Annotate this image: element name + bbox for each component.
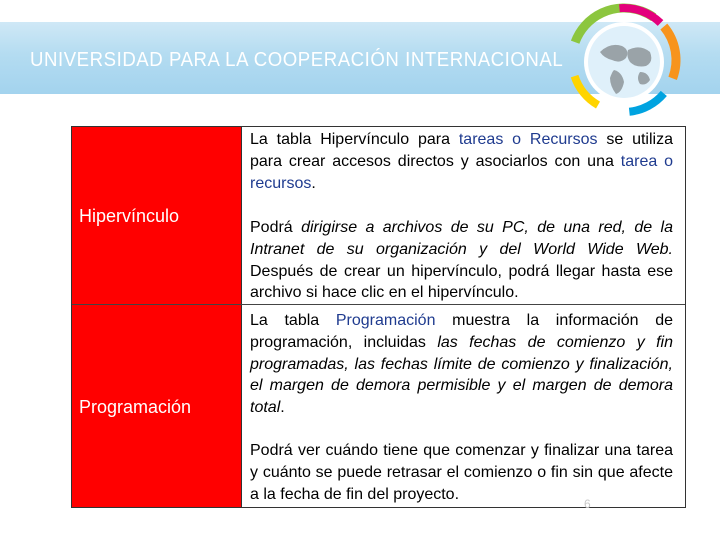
hipervinculo-paragraph-1: La tabla Hipervínculo para tareas o Recursos se utiliza para crear accesos directos y asociarlos con una tarea o recursos. — [250, 131, 674, 192]
row-label-hipervinculo: Hipervínculo — [79, 206, 180, 226]
row-label-programacion: Programación — [79, 397, 192, 417]
label-cell-hipervinculo — [72, 127, 242, 305]
university-title: UNIVERSIDAD PARA LA COOPERACIÓN INTERNACIONAL — [30, 49, 564, 71]
hipervinculo-paragraph-2: Podrá dirigirse a archivos de su PC, de una red, de la Intranet de su organización y del World Wide Web. Después de crear un hipervínculo, podrá llegar hasta ese archivo si hace clic en el hipervínculo. — [250, 219, 674, 302]
page-number: 6 — [584, 497, 591, 511]
programacion-paragraph-1: La tabla Programación muestra la información de programación, incluidas las fechas de comienzo y fin programadas, las fechas límite de comienzo y finalización, el margen de demora permisible y el margen de demora total. — [250, 312, 674, 417]
programacion-paragraph-2: Podrá ver cuándo tiene que comenzar y finalizar una tarea y cuánto se puede retrasar el comienzo o fin sin que afecte a la fecha de fin del proyecto. — [250, 442, 673, 503]
content-table — [71, 126, 686, 508]
label-cell-programacion — [72, 305, 242, 507]
